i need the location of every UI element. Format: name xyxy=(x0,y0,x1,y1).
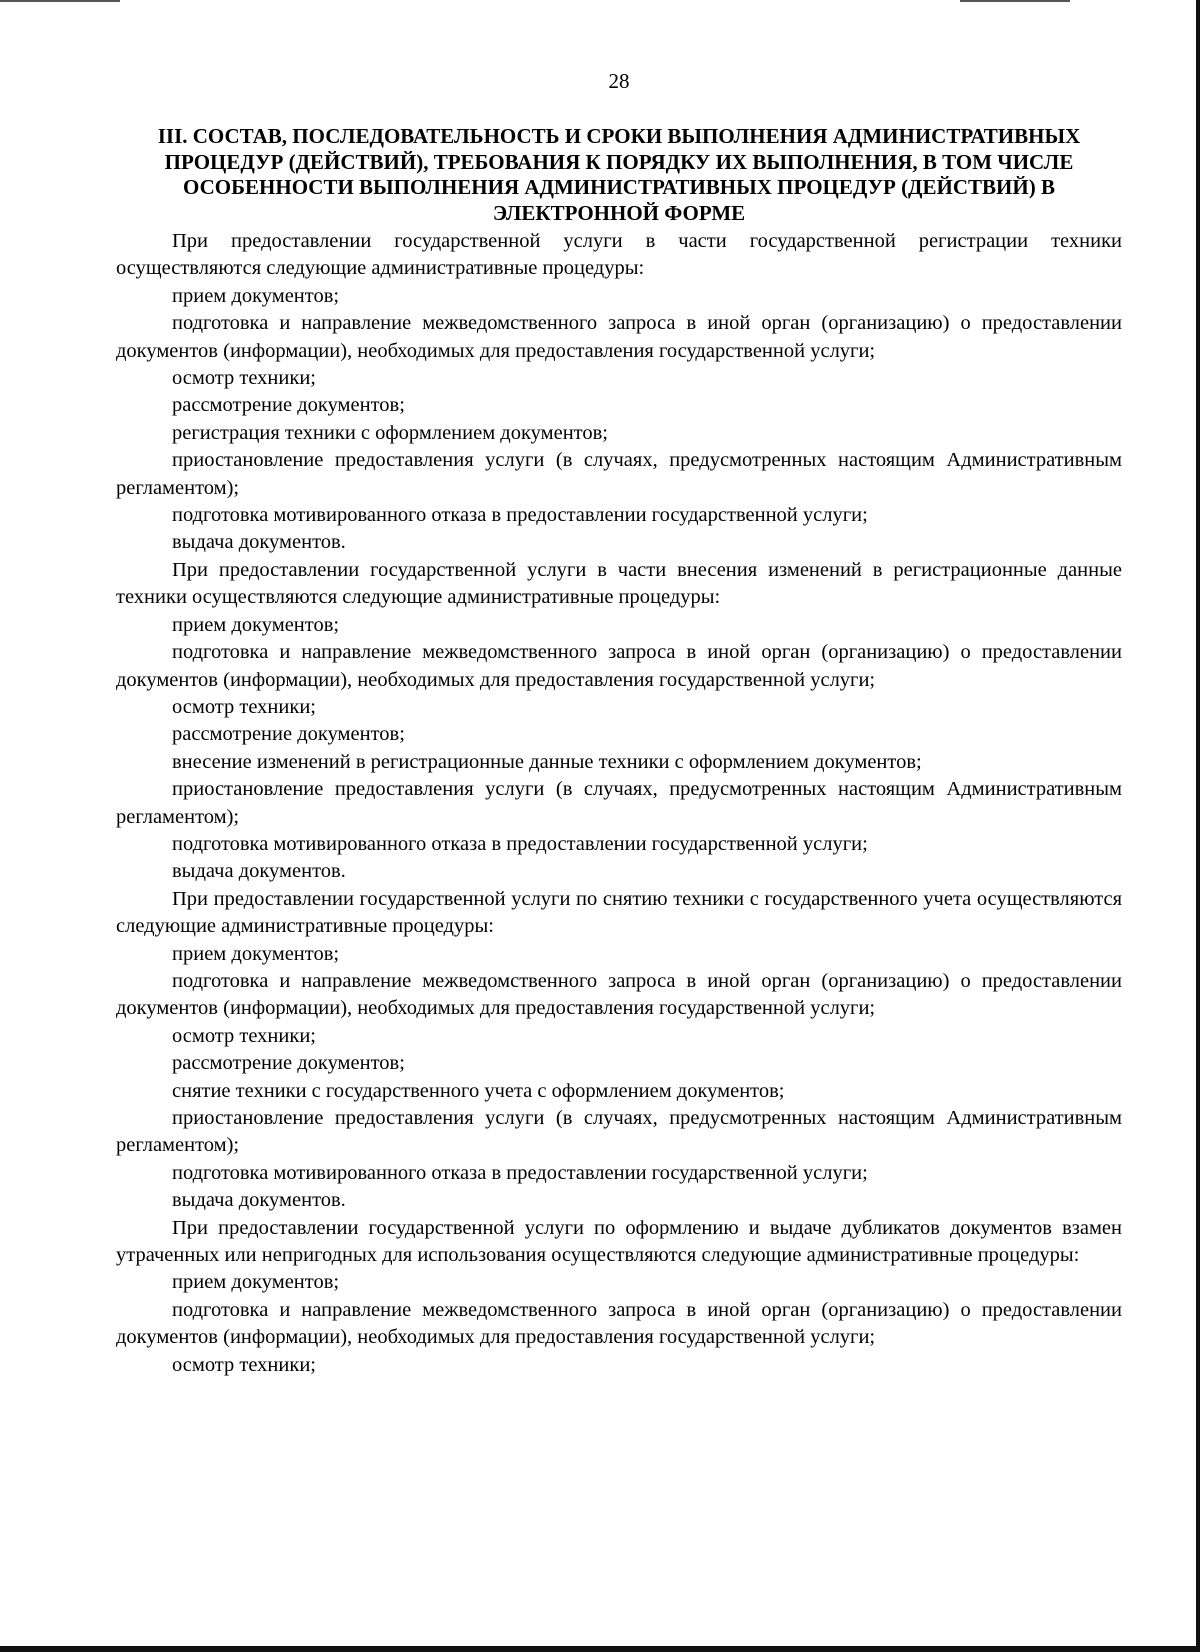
paragraph: подготовка и направление межведомственного запроса в иной орган (организацию) о предоставлении документов (информации), необходимых для предоставления государственной услуги; xyxy=(116,1298,1122,1349)
paragraph: рассмотрение документов; xyxy=(172,394,405,417)
paragraph: приостановление предоставления услуги (в случаях, предусмотренных настоящим Административным регламентом); xyxy=(116,778,1122,828)
paragraph: осмотр техники; xyxy=(172,1353,317,1376)
section-heading: III. СОСТАВ, ПОСЛЕДОВАТЕЛЬНОСТЬ И СРОКИ ВЫПОЛНЕНИЯ АДМИНИСТРАТИВНЫХ ПРОЦЕДУР (ДЕЙСТВИЙ), ТРЕБОВАНИЯ К ПОРЯДКУ ИХ ВЫПОЛНЕНИЯ, В ТОМ ЧИСЛЕ ОСОБЕННОСТИ ВЫПОЛНЕНИЯ АДМИНИСТРАТИВНЫХ ПРОЦЕДУР (ДЕЙСТВИЙ) В ЭЛЕКТРОННОЙ ФОРМЕ xyxy=(157,124,1081,225)
paragraph: выдача документов. xyxy=(172,531,346,554)
scan-artifact-top-right xyxy=(960,0,1070,2)
paragraph: регистрация техники с оформлением документов; xyxy=(172,421,608,444)
paragraph: подготовка и направление межведомственного запроса в иной орган (организацию) о предоставлении документов (информации), необходимых для предоставления государственной услуги; xyxy=(116,312,1122,362)
paragraph: подготовка и направление межведомственного запроса в иной орган (организацию) о предоставлении документов (информации), необходимых для предоставления государственной услуги; xyxy=(116,641,1122,691)
paragraph: выдача документов. xyxy=(172,860,346,883)
paragraph: подготовка мотивированного отказа в предоставлении государственной услуги; xyxy=(172,504,868,527)
paragraph: прием документов; xyxy=(172,1271,340,1294)
page-number: 28 xyxy=(608,69,630,93)
paragraph: прием документов; xyxy=(172,284,340,307)
scan-border-right xyxy=(1196,0,1200,1652)
paragraph: При предоставлении государственной услуги в части внесения изменений в регистрационные данные техники осуществляются следующие административные процедуры: xyxy=(116,558,1122,609)
paragraph: приостановление предоставления услуги (в случаях, предусмотренных настоящим Административным регламентом); xyxy=(116,449,1122,499)
paragraph: подготовка и направление межведомственного запроса в иной орган (организацию) о предоставлении документов (информации), необходимых для предоставления государственной услуги; xyxy=(116,969,1122,1020)
scan-artifact-top-left xyxy=(0,0,120,2)
body-text xyxy=(116,228,1122,1379)
paragraph: прием документов; xyxy=(172,613,340,636)
paragraph: осмотр техники; xyxy=(172,1024,317,1047)
paragraph: При предоставлении государственной услуги по оформлению и выдаче дубликатов документов взамен утраченных или непригодных для использования осуществляются следующие административные процедуры: xyxy=(116,1216,1122,1267)
document-page xyxy=(116,66,1122,1379)
paragraph: рассмотрение документов; xyxy=(172,723,405,746)
paragraph: При предоставлении государственной услуги по снятию техники с государственного учета осуществляются следующие административные процедуры: xyxy=(116,887,1122,938)
paragraph: осмотр техники; xyxy=(172,367,317,390)
paragraph: выдача документов. xyxy=(172,1189,346,1212)
paragraph: снятие техники с государственного учета с оформлением документов; xyxy=(172,1079,785,1102)
paragraph: подготовка мотивированного отказа в предоставлении государственной услуги; xyxy=(172,832,868,855)
paragraph: рассмотрение документов; xyxy=(172,1052,405,1075)
paragraph: подготовка мотивированного отказа в предоставлении государственной услуги; xyxy=(172,1161,868,1184)
paragraph: приостановление предоставления услуги (в случаях, предусмотренных настоящим Административным регламентом); xyxy=(116,1107,1122,1157)
paragraph: прием документов; xyxy=(172,942,340,965)
paragraph: внесение изменений в регистрационные данные техники с оформлением документов; xyxy=(172,750,922,773)
paragraph: При предоставлении государственной услуги в части государственной регистрации техники осуществляются следующие административные процедуры: xyxy=(116,230,1122,280)
scan-border-bottom xyxy=(0,1646,1200,1652)
paragraph: осмотр техники; xyxy=(172,695,317,718)
